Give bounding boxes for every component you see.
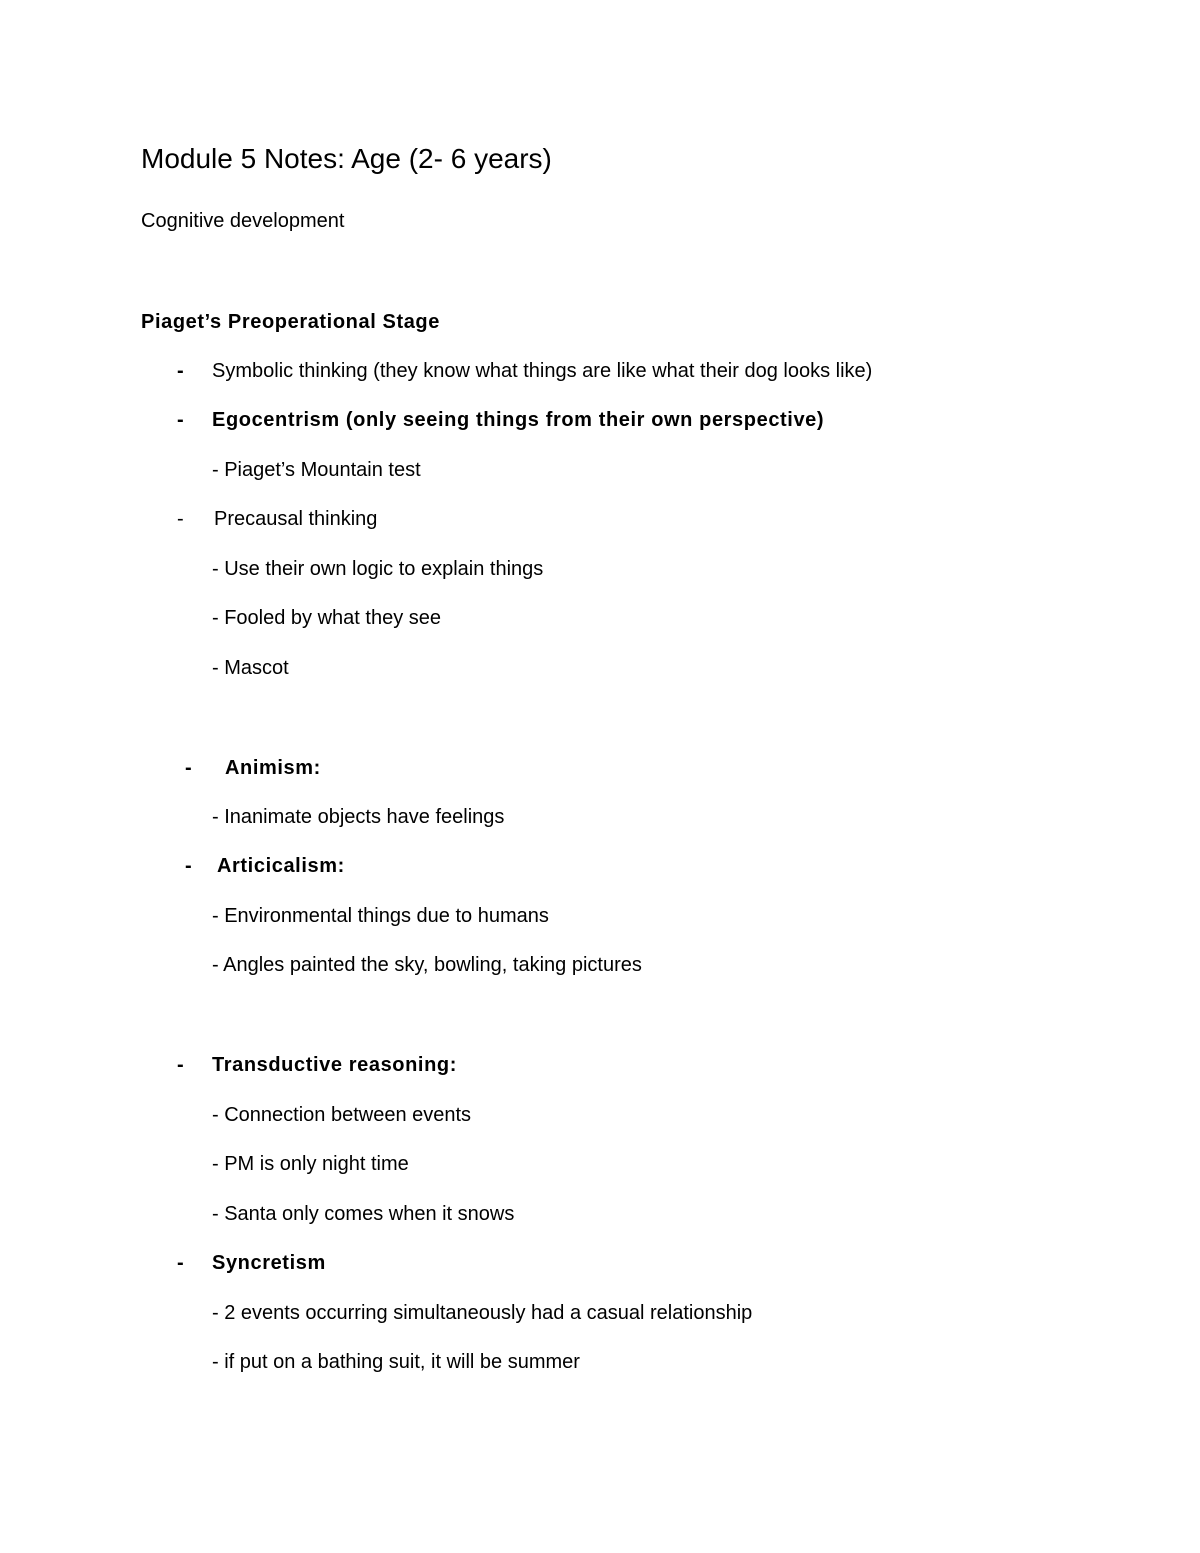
list-item-precausal-thinking: Precausal thinking: [214, 508, 378, 530]
sub-item-own-logic: - Use their own logic to explain things: [212, 558, 544, 580]
page-subtitle: Cognitive development: [141, 210, 345, 232]
bullet-dash: -: [177, 360, 185, 382]
bullet-dash: -: [177, 508, 184, 530]
list-item-syncretism: Syncretism: [212, 1252, 326, 1274]
sub-item-inanimate: - Inanimate objects have feelings: [212, 806, 505, 828]
bullet-dash: -: [177, 1054, 185, 1076]
sub-item-connection: - Connection between events: [212, 1104, 472, 1126]
bullet-dash: -: [177, 409, 185, 431]
list-item-transductive-reasoning: Transductive reasoning:: [212, 1054, 457, 1076]
bullet-dash: -: [177, 1252, 185, 1274]
sub-item-bathing-suit: - if put on a bathing suit, it will be summer: [212, 1351, 580, 1373]
list-item-symbolic-thinking: Symbolic thinking (they know what things are like what their dog looks like): [212, 360, 873, 382]
sub-item-pm-night: - PM is only night time: [212, 1153, 409, 1175]
sub-item-two-events: - 2 events occurring simultaneously had a casual relationship: [212, 1302, 753, 1324]
bullet-dash: -: [185, 757, 193, 779]
list-item-articicalism: Articicalism:: [217, 855, 345, 877]
page-title: Module 5 Notes: Age (2- 6 years): [141, 143, 552, 174]
list-item-animism: Animism:: [225, 757, 321, 779]
sub-item-santa: - Santa only comes when it snows: [212, 1203, 515, 1225]
section-heading: Piaget’s Preoperational Stage: [141, 311, 440, 333]
sub-item-environmental: - Environmental things due to humans: [212, 905, 549, 927]
bullet-dash: -: [185, 855, 193, 877]
sub-item-mountain-test: - Piaget’s Mountain test: [212, 459, 421, 481]
sub-item-angles: - Angles painted the sky, bowling, taking pictures: [212, 954, 642, 976]
sub-item-mascot: - Mascot: [212, 657, 289, 679]
sub-item-fooled: - Fooled by what they see: [212, 607, 442, 629]
list-item-egocentrism: Egocentrism (only seeing things from their own perspective): [212, 409, 825, 431]
